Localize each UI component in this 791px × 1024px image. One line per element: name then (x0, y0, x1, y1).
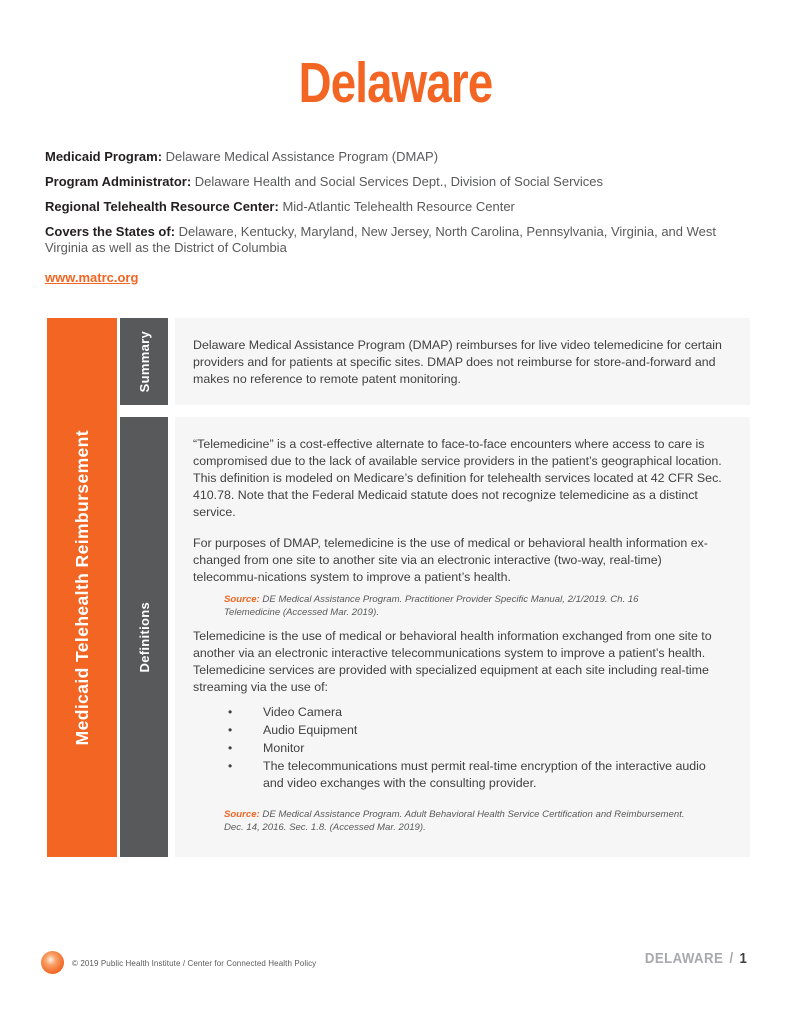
definitions-paragraph-1: “Telemedicine” is a cost-effective alternate to face-to-face encounters where access to care is compromised due to the lack of available service providers in the patient’s geographical location. This definition is modeled on Medicare’s definition for telehealth services located at 42 CFR Sec. 410.78. Note that the Federal Medicaid statute does not recognize telemedicine as a distinct service. (193, 437, 722, 519)
summary-cell (175, 318, 750, 405)
meta-field-label: Covers the States of: (45, 224, 176, 239)
category-sidebar (47, 318, 117, 857)
table-rows (120, 318, 750, 857)
phi-logo-icon (41, 951, 64, 974)
source-label: Source: (224, 809, 260, 820)
source-note-2 (224, 809, 696, 834)
footer-separator: / (729, 950, 734, 967)
summary-row-header (120, 318, 168, 405)
definitions-cell (175, 417, 750, 857)
header-meta-block (45, 149, 745, 295)
bullet-item: • Audio Equipment (226, 722, 706, 739)
bullet-item: • Video Camera (226, 704, 706, 721)
bullet-item: • The telecommunications must permit real-time encryption of the interactive audio and video exchanges with the consulting provider. (226, 758, 706, 792)
page-title: Delaware (298, 51, 493, 115)
page-footer (645, 950, 747, 967)
meta-field-label: Medicaid Program: (45, 149, 163, 164)
definitions-row (120, 417, 750, 857)
meta-field-value: Delaware Medical Assistance Program (DMAP) (165, 149, 439, 164)
meta-field-medicaid-program (45, 149, 745, 165)
page-number: 1 (739, 950, 747, 967)
summary-paragraph: Delaware Medical Assistance Program (DMAP) reimburses for live video telemedicine for certain providers and for patients at specific sites. DMAP does not reimburse for store-and-forward and makes no reference to remote patent monitoring. (193, 338, 722, 386)
source-label: Source: (224, 594, 260, 605)
source-note-1 (224, 594, 696, 619)
definitions-row-label: Definitions (136, 601, 152, 673)
matrc-link[interactable]: www.matrc.org (45, 270, 139, 285)
bullet-item: • Monitor (226, 740, 706, 757)
meta-field-regional-trc (45, 199, 745, 215)
definitions-row-header (120, 417, 168, 857)
meta-field-covered-states (45, 224, 745, 256)
summary-row-label: Summary (136, 330, 152, 393)
meta-field-label: Regional Telehealth Resource Center: (45, 199, 279, 214)
meta-field-label: Program Administrator: (45, 174, 192, 189)
footer-state-label: DELAWARE (645, 950, 724, 967)
meta-field-value: Mid-Atlantic Telehealth Resource Center (282, 199, 515, 214)
summary-row (120, 318, 750, 405)
meta-field-program-administrator (45, 174, 745, 190)
source-citation: DE Medical Assistance Program. Practitioner Provider Specific Manual, 2/1/2019. Ch. 16 Telemedicine (Accessed Mar. 2019). (224, 594, 639, 618)
meta-field-value: Delaware, Kentucky, Maryland, New Jersey, North Carolina, Pennsylvania, Virginia, and West Virginia as well as the District of Columbia (45, 224, 717, 255)
equipment-bullet-list (226, 704, 724, 792)
definitions-paragraph-3: Telemedicine is the use of medical or behavioral health information exchanged from one site to another via an electronic interactive telecommunications system to improve a patient’s health. Telemedicine services are provided with specialized equipment at each site including real-time streaming via the use of: (193, 629, 712, 694)
definitions-paragraph-2: For purposes of DMAP, telemedicine is the use of medical or behavioral health information ex-changed from one site to another site via an electronic interactive (two-way, real-time) telecommu-nications system to improve a patient’s health. (193, 536, 708, 584)
copyright-text: © 2019 Public Health Institute / Center for Connected Health Policy (72, 959, 317, 968)
category-sidebar-label: Medicaid Telehealth Reimbursement (71, 429, 92, 746)
link-row (45, 270, 745, 286)
meta-field-value: Delaware Health and Social Services Dept., Division of Social Services (194, 174, 604, 189)
source-citation: DE Medical Assistance Program. Adult Behavioral Health Service Certification and Reimbursement. Dec. 14, 2016. Sec. 1.8. (Accessed Mar. 2019). (224, 809, 685, 833)
reimbursement-table (47, 318, 750, 857)
